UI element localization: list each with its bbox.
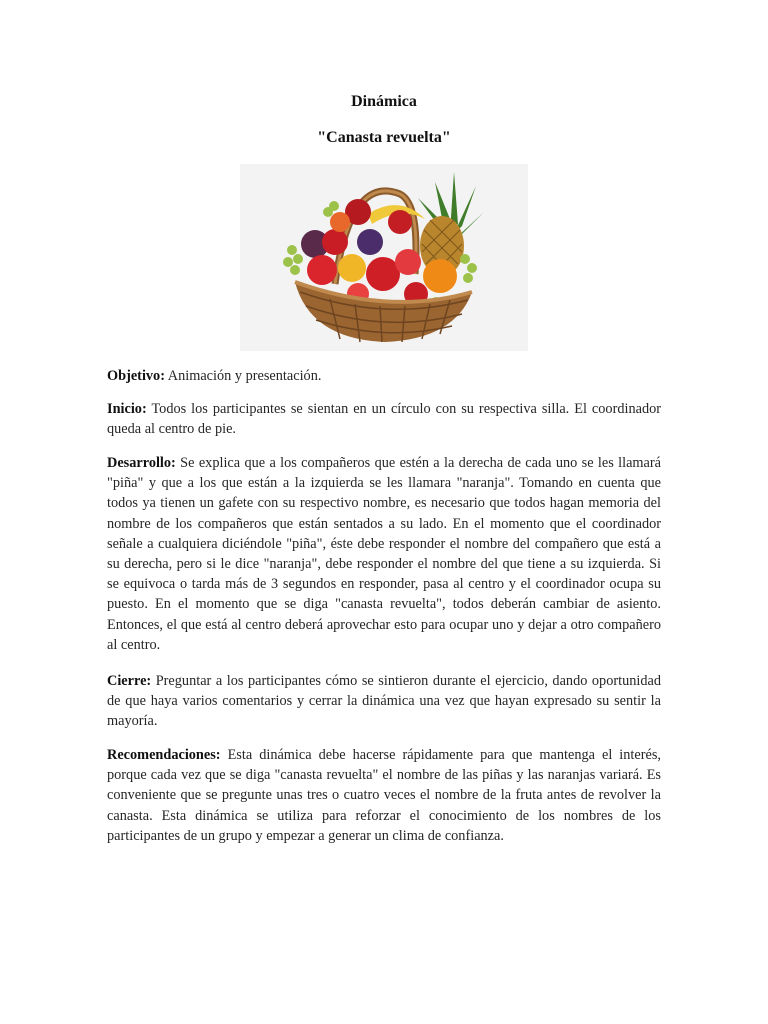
section-objetivo [107,366,661,386]
section-desarrollo [107,453,661,655]
section-cierre-text: Preguntar a los participantes cómo se sintieron durante el ejercicio, dando oportunidad de que haya varios comentarios y cerrar la dinámica una vez que hayan expresado su sentir la mayoría. [107,673,661,730]
fruit-basket-icon [240,164,528,351]
document-title: Dinámica [351,93,417,110]
section-inicio [107,399,661,439]
section-desarrollo-text: Se explica que a los compañeros que estén a la derecha de cada uno se les llamará "piña" y que a los que están a la izquierda se les llamara "naranja". Tomando en cuenta que todos ya tienen un gafete con su respectivo nombre, es necesario que todos hagan memoria del nombre de los compañeros que están sentados a su lado. En el momento que el coordinador señale a cualquiera diciéndole "piña", éste debe responder el nombre del compañero que está a su derecha, pero si le dice "naranja", debe responder el nombre del que tiene a su izquierda. Si se equivoca o tarda más de 3 segundos en responder, pasa al centro y el coordinador ocupa su puesto. En el momento que se diga "canasta revuelta", todos deberán cambiar de asiento. Entonces, el que está al centro deberá aprovechar esto para ocupar uno y dejar a otro compañero al centro. [107,455,661,653]
section-desarrollo-label: Desarrollo: [107,455,176,471]
section-cierre-label: Cierre: [107,673,152,689]
section-recomendaciones-label: Recomendaciones: [107,747,221,763]
section-inicio-label: Inicio: [107,401,147,417]
section-inicio-text: Todos los participantes se sientan en un círculo con su respectiva silla. El coordinador queda al centro de pie. [107,401,661,438]
section-objetivo-text: Animación y presentación. [164,368,322,384]
section-objetivo-label: Objetivo: [107,368,165,384]
section-recomendaciones-text: Esta dinámica debe hacerse rápidamente para que mantenga el interés, porque cada vez que se diga "canasta revuelta" el nombre de las piñas y las naranjas variará. Es conveniente que se pregunte unas tres o cuatro veces el nombre de la fruta antes de revolver la canasta. Esta dinámica se utiliza para reforzar el conocimiento de los nombres de los participantes de un grupo y empezar a generar un clima de confianza. [107,747,661,844]
fruit-basket-image [240,164,528,351]
section-cierre [107,671,661,732]
section-recomendaciones [107,745,661,846]
document-subtitle: "Canasta revuelta" [317,129,451,146]
